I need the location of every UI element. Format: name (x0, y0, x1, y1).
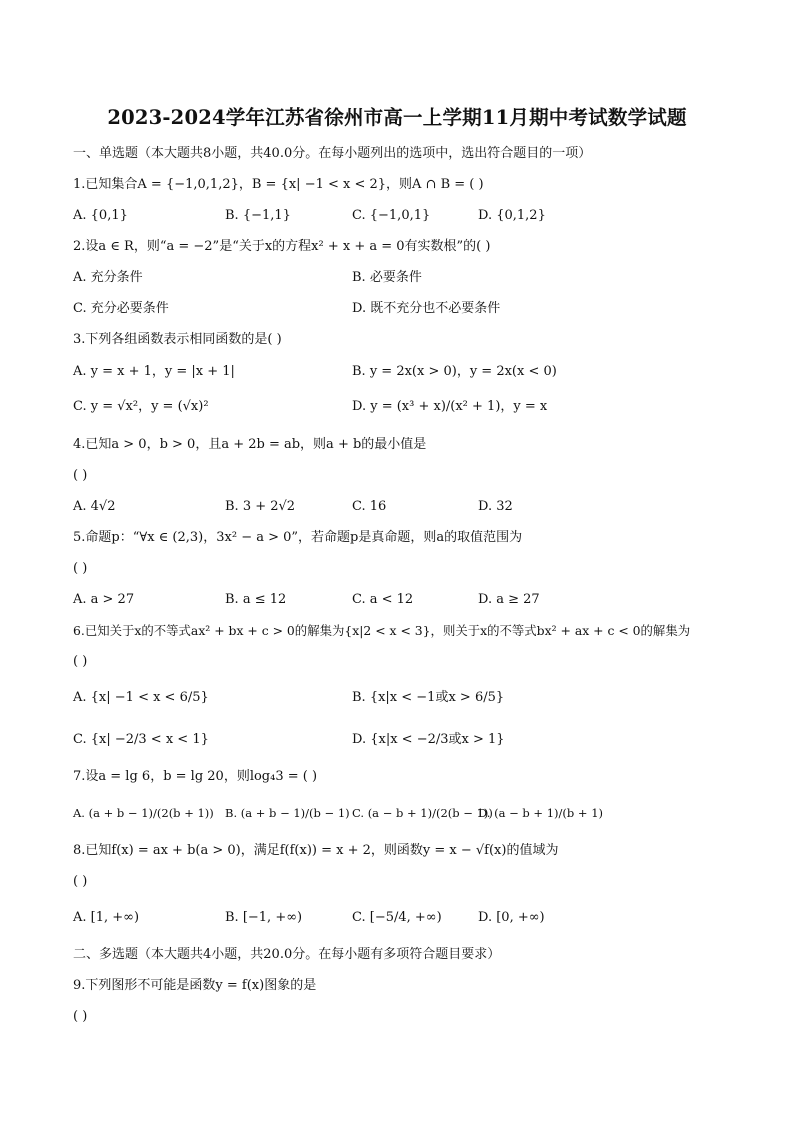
question-5-option-c: C. a < 12 (352, 592, 414, 607)
question-4-option-c: C. 16 (352, 499, 387, 514)
question-5-stem: 5.命题p：“∀x ∈ (2,3)，3x² − a > 0”，若命题p是真命题，则a的取值范围为 (73, 530, 523, 545)
question-8-stem: 8.已知f(x) = ax + b(a > 0)，满足f(f(x)) = x + 2，则函数y = x − √f(x)的值域为 (73, 843, 559, 858)
question-4-option-b: B. 3 + 2√2 (225, 499, 296, 514)
question-5-options (73, 590, 733, 610)
section-heading-multiple-choice: 二、多选题（本大题共4小题，共20.0分。在每小题有多项符合题目要求） (73, 947, 501, 962)
question-8-options (73, 908, 733, 928)
question-4-stem: 4.已知a > 0，b > 0，且a + 2b = ab，则a + b的最小值是 (73, 437, 427, 452)
question-7-options (73, 803, 733, 823)
question-4-answer-paren: ( ) (73, 468, 88, 483)
question-2-option-d: D. 既不充分也不必要条件 (352, 301, 501, 316)
question-4-option-d: D. 32 (478, 499, 513, 514)
question-8-option-a: A. [1, +∞) (73, 910, 140, 925)
question-2-option-b: B. 必要条件 (352, 270, 422, 285)
question-5-option-a: A. a > 27 (73, 592, 135, 607)
question-3-stem: 3.下列各组函数表示相同函数的是( ) (73, 332, 282, 347)
question-8-option-c: C. [−5/4, +∞) (352, 910, 442, 925)
question-1-option-b: B. {−1,1} (225, 208, 291, 223)
question-8-option-d: D. [0, +∞) (478, 910, 545, 925)
question-2-options-row-2 (73, 299, 733, 319)
question-3-option-a: A. y = x + 1，y = |x + 1| (73, 364, 235, 379)
question-6-option-a: A. {x| −1 < x < 6/5} (73, 690, 209, 705)
question-7-option-a: A. (a + b − 1)/(2(b + 1)) (73, 806, 214, 820)
question-6-option-d: D. {x|x < −2/3或x > 1} (352, 732, 505, 747)
question-5-answer-paren: ( ) (73, 561, 88, 576)
question-9-stem: 9.下列图形不可能是函数y = f(x)图象的是 (73, 978, 317, 993)
question-7-option-b: B. (a + b − 1)/(b − 1) (225, 806, 350, 820)
question-2-options-row-1 (73, 268, 733, 288)
question-1-option-d: D. {0,1,2} (478, 208, 546, 223)
question-8-option-b: B. [−1, +∞) (225, 910, 303, 925)
question-6-stem: 6.已知关于x的不等式ax² + bx + c > 0的解集为{x|2 < x < 3}，则关于x的不等式bx² + ax + c < 0的解集为 (73, 623, 691, 638)
question-3-option-c: C. y = √x²，y = (√x)² (73, 399, 209, 414)
question-3-option-d: D. y = (x³ + x)/(x² + 1)，y = x (352, 399, 548, 414)
question-9-answer-paren: ( ) (73, 1009, 88, 1024)
question-3-options-row-1 (73, 362, 733, 382)
question-7-option-c: C. (a − b + 1)/(2(b − 1)) (352, 806, 493, 820)
question-6-options-row-2 (73, 730, 733, 750)
question-7-option-d: D. (a − b + 1)/(b + 1) (478, 806, 603, 820)
question-1-options (73, 206, 733, 226)
question-4-options (73, 497, 733, 517)
question-1-option-c: C. {−1,0,1} (352, 208, 431, 223)
question-2-stem: 2.设a ∈ R，则“a = −2”是“关于x的方程x² + x + a = 0有实数根”的( ) (73, 239, 491, 254)
exam-title: 2023-2024学年江苏省徐州市高一上学期11月期中考试数学试题 (107, 106, 687, 129)
question-5-option-d: D. a ≥ 27 (478, 592, 540, 607)
question-7-stem: 7.设a = lg 6，b = lg 20，则log₄3 = ( ) (73, 769, 318, 784)
question-6-options-row-1 (73, 688, 733, 708)
question-2-option-c: C. 充分必要条件 (73, 301, 169, 316)
question-6-option-b: B. {x|x < −1或x > 6/5} (352, 690, 505, 705)
question-2-option-a: A. 充分条件 (73, 270, 143, 285)
question-8-answer-paren: ( ) (73, 874, 88, 889)
question-3-option-b: B. y = 2x(x > 0)，y = 2x(x < 0) (352, 364, 557, 379)
question-6-answer-paren: ( ) (73, 654, 88, 669)
question-3-options-row-2 (73, 397, 733, 417)
question-6-option-c: C. {x| −2/3 < x < 1} (73, 732, 209, 747)
question-4-option-a: A. 4√2 (73, 499, 116, 514)
question-5-option-b: B. a ≤ 12 (225, 592, 287, 607)
section-heading-single-choice: 一、单选题（本大题共8小题，共40.0分。在每小题列出的选项中，选出符合题目的一项） (73, 146, 592, 161)
question-1-stem: 1.已知集合A = {−1,0,1,2}，B = {x| −1 < x < 2}，则A ∩ B = ( ) (73, 177, 484, 192)
question-1-option-a: A. {0,1} (73, 208, 128, 223)
